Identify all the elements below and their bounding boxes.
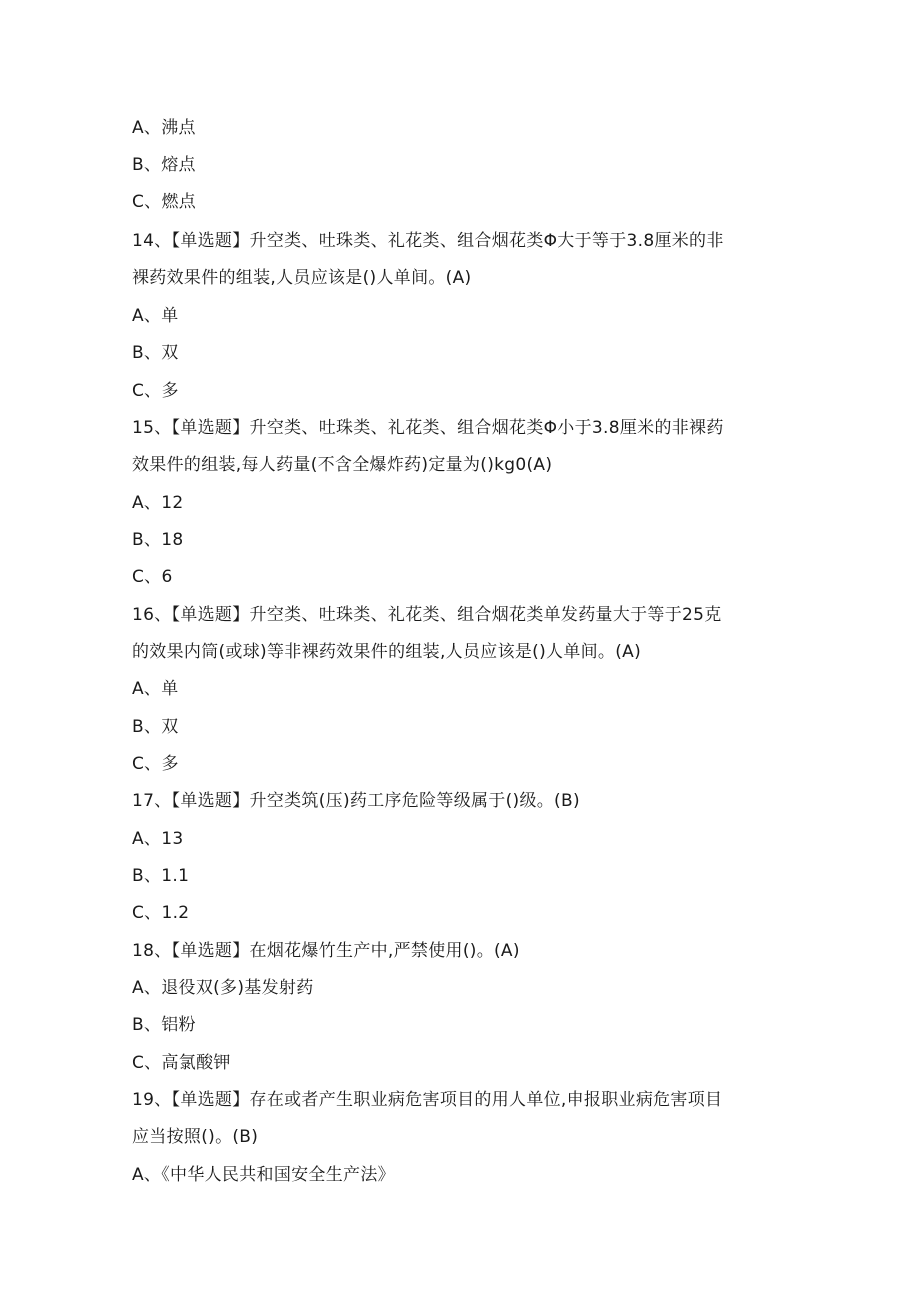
- question-17-option-a: A、13: [132, 829, 184, 849]
- question-15-line-1: 15、【单选题】升空类、吐珠类、礼花类、组合烟花类Φ小于3.8厘米的非裸药: [132, 418, 724, 438]
- question-16-option-c: C、多: [132, 754, 179, 774]
- question-17-line-1: 17、【单选题】升空类筑(压)药工序危险等级属于()级。(B): [132, 791, 580, 811]
- question-17-option-c: C、1.2: [132, 903, 190, 923]
- question-19-line-2: 应当按照()。(B): [132, 1127, 259, 1147]
- option-c: C、燃点: [132, 192, 197, 212]
- question-19-option-a: A、《中华人民共和国安全生产法》: [132, 1165, 395, 1185]
- question-18-option-b: B、铝粉: [132, 1015, 196, 1035]
- question-15-option-c: C、6: [132, 567, 173, 587]
- question-14-option-a: A、单: [132, 306, 179, 326]
- question-18-line-1: 18、【单选题】在烟花爆竹生产中,严禁使用()。(A): [132, 941, 520, 961]
- question-16-line-2: 的效果内筒(或球)等非裸药效果件的组装,人员应该是()人单间。(A): [132, 642, 642, 662]
- question-14-option-c: C、多: [132, 381, 179, 401]
- question-15-line-2: 效果件的组装,每人药量(不含全爆炸药)定量为()kg0(A): [132, 455, 553, 475]
- question-18-option-c: C、高氯酸钾: [132, 1053, 231, 1073]
- option-a: A、沸点: [132, 118, 196, 138]
- question-17-option-b: B、1.1: [132, 866, 190, 886]
- question-14-line-2: 裸药效果件的组装,人员应该是()人单间。(A): [132, 268, 472, 288]
- question-16-option-b: B、双: [132, 717, 179, 737]
- option-b: B、熔点: [132, 155, 196, 175]
- question-19-line-1: 19、【单选题】存在或者产生职业病危害项目的用人单位,申报职业病危害项目: [132, 1090, 723, 1110]
- question-15-option-b: B、18: [132, 530, 184, 550]
- question-15-option-a: A、12: [132, 493, 184, 513]
- question-18-option-a: A、退役双(多)基发射药: [132, 978, 314, 998]
- question-16-line-1: 16、【单选题】升空类、吐珠类、礼花类、组合烟花类单发药量大于等于25克: [132, 605, 722, 625]
- question-16-option-a: A、单: [132, 679, 179, 699]
- question-14-line-1: 14、【单选题】升空类、吐珠类、礼花类、组合烟花类Φ大于等于3.8厘米的非: [132, 231, 724, 251]
- question-14-option-b: B、双: [132, 343, 179, 363]
